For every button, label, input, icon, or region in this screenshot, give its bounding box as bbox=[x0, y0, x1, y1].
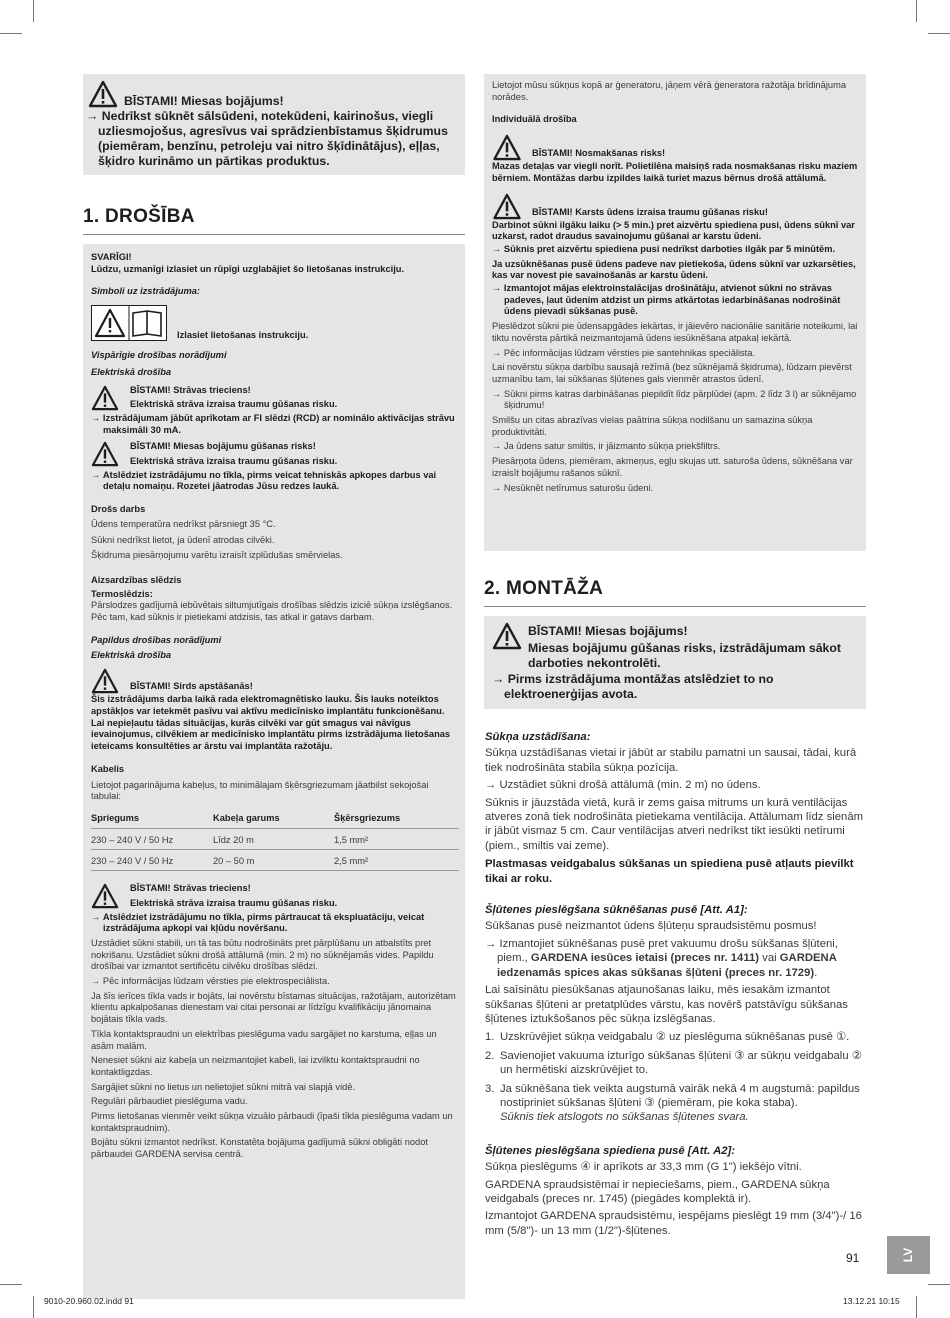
crop-mark bbox=[916, 1296, 917, 1318]
warning-icon bbox=[91, 668, 119, 694]
closed-pressure-note: Sūknis pret aizvērtu spiediena pusi nedrīkst darboties ilgāk par 5 minūtēm. bbox=[503, 243, 836, 254]
date-info: 13.12.21 10:15 bbox=[843, 1296, 900, 1306]
crop-mark bbox=[928, 1284, 950, 1285]
safety-continued-box bbox=[484, 74, 866, 551]
arrow-icon bbox=[492, 672, 508, 686]
suction-hose-note: Izmantojiet sūknēšanas pusē pret vakuumu drošu sūkšanas šļūteni, piem., GARDENA iesūces ietaisi (preces nr. 1411) vai GARDENA iedzenamās spices akas sūkšanas šļūteni (preces nr. 1729). bbox=[497, 937, 838, 979]
table-header: Spriegums bbox=[91, 813, 140, 824]
crop-mark bbox=[928, 33, 950, 34]
arrow-icon bbox=[492, 389, 504, 399]
top-warning-box bbox=[83, 74, 465, 175]
warning-text: Elektriskā strāva izraisa traumu gūšanas risku. bbox=[130, 897, 338, 908]
language-tab bbox=[887, 1236, 930, 1274]
suction-hose-text2: Lai saīsinātu piesūkšanas atjaunošanas laiku, mēs iesakām izmantot sūkšanas šļūteni ar pretatplūdes vārstu, kas novērš patstāvīgu sūkšanas šļūtenes iztukšošanos pēc sūkņa izslēgšanas. bbox=[485, 984, 848, 1025]
dirty-text: Piesārņota ūdens, piemēram, akmeņus, egļu skujas utt. saturoša ūdens, sūknēšana var izraisīt bojājumu rašanos sūknī. bbox=[492, 456, 853, 478]
check-text: Regulāri pārbaudiet pieslēguma vadu. bbox=[91, 1096, 248, 1107]
arrow-icon bbox=[91, 912, 103, 922]
warning-icon bbox=[91, 883, 119, 909]
suction-hose-heading: Šļūtenes pieslēgšana sūknēšanas pusē [Att. A1]: bbox=[485, 904, 748, 917]
right-column bbox=[484, 74, 866, 1238]
warning-icon bbox=[492, 622, 522, 650]
electric-heading: Elektriskā drošība bbox=[91, 650, 172, 661]
cable-heading: Kabelis bbox=[91, 764, 125, 774]
file-info: 9010-20.960.02.indd 91 bbox=[44, 1296, 134, 1306]
safe-work-line: Sūkni nedrīkst lietot, ja ūdenī atrodas cilvēki. bbox=[91, 534, 275, 545]
arrow-icon bbox=[492, 483, 504, 493]
generator-text: Lietojot mūsu sūkņus kopā ar ģeneratoru, jāņem vērā ģeneratora ražotāja brīdinājuma norādes. bbox=[492, 80, 847, 102]
sun-text: Sargājiet sūkni no lietus un nelietojiet sūkni mitrā vai slapjā vidē. bbox=[91, 1081, 356, 1092]
section-title: 1. DROŠĪBA bbox=[83, 206, 195, 227]
table-row bbox=[91, 850, 459, 871]
warning-icon bbox=[492, 134, 522, 161]
sanitary-text: Pieslēdzot sūkni pie ūdensapgādes iekārtas, ir jāievēro nacionālie sanitārie noteikumi, lai tiktu novērsta pārtikā neizmantojamā ūdens iesūknēšana atpakaļ iekārtā. bbox=[492, 321, 858, 343]
list-item: 1. Uzskrūvējiet sūkņa veidgabalu ② uz pieslēguma sūknēšanas pusē ①. bbox=[485, 1031, 850, 1044]
mount-note: Pirms izstrādājuma montāžas atslēdziet to no elektroenerģijas avota. bbox=[504, 672, 774, 701]
safe-work-heading: Drošs darbs bbox=[91, 504, 146, 515]
plastic-text: Plastmasas veidgabalus sūkšanas un spiediena pusē atļauts pievilkt tikai ar roku. bbox=[485, 858, 854, 885]
table-cell: 20 – 50 m bbox=[213, 856, 255, 867]
arrow-icon bbox=[91, 976, 103, 986]
table-cell: Līdz 20 m bbox=[213, 835, 254, 846]
dirty-note: Nesūknēt netīrumus saturošu ūdeni. bbox=[503, 482, 654, 493]
suffocation-text: Mazas detaļas var viegli norīt. Polietilēna maisiņš rada nosmakšanas risku maziem bērniem. Montāžas darbu izpildes laikā turiet mazus bērnus drošā attālumā. bbox=[492, 161, 858, 183]
crop-mark bbox=[0, 1284, 22, 1285]
cable-box bbox=[83, 754, 465, 1299]
table-cell: 230 – 240 V / 50 Hz bbox=[91, 835, 174, 846]
thermo-heading: Termoslēdzis: bbox=[91, 588, 153, 599]
table-header: Šķērsgriezums bbox=[334, 813, 401, 824]
safe-work-line: Ūdens temperatūra nedrīkst pārsniegt 35 °C. bbox=[91, 518, 276, 529]
safety-box bbox=[83, 244, 465, 754]
pump-setup-note: Uzstādiet sūkni drošā attālumā (min. 2 m) no ūdens. bbox=[499, 779, 761, 792]
arrow-icon bbox=[86, 109, 102, 123]
plugs-text: Tīkla kontaktspraudni un elektrības pieslēguma vadu sargājiet no karstuma, eļļas un asām malām. bbox=[91, 1028, 437, 1051]
disconnect-note: Atslēdziet izstrādājumu no tīkla, pirms pārtraucat tā ekspluatāciju, veicat izstrādājuma apkopi vai kļūdu novēršanu. bbox=[102, 911, 425, 934]
arrow-icon bbox=[485, 938, 499, 950]
arrow-icon bbox=[492, 283, 504, 293]
warning-text: Elektriskā strāva izraisa traumu gūšanas risku. bbox=[130, 399, 338, 410]
warning-icon bbox=[88, 80, 118, 108]
additional-heading: Papildus drošības norādījumi bbox=[91, 634, 222, 645]
fill-note: Sūkni pirms katras darbināšanas piepildīt līdz pārplūdei (apm. 2 līdz 3 l) ar sūknējamo šķidrumu! bbox=[503, 388, 857, 411]
gardena-text: GARDENA spraudsistēmai ir nepieciešams, piem., GARDENA sūkņa veidgabals (preces nr. 1745) (piegādes komplektā ir). bbox=[485, 1178, 830, 1205]
table-cell: 1,5 mm² bbox=[334, 835, 369, 846]
disconnect-note: Atslēdziet izstrādājumu no tīkla, pirms veicat tehniskās apkopes darbus vai detaļu nomaiņu. Rozetei jāatrodas Jūsu redzes laukā. bbox=[102, 469, 437, 492]
arrow-icon bbox=[492, 244, 504, 254]
warning-text: Nedrīkst sūknēt sālsūdeni, notekūdeni, kairinošus, viegli uzliesmojošus, agresīvus vai sprādzienbīstamus šķidrumus (piemēram, benzīnu, petroleju vai nitro šķīdinātājus), eļļas, šķidro kurināmo un pārtikas produktus. bbox=[98, 109, 448, 168]
damaged-text: Bojātu sūkni izmantot nedrīkst. Konstatēta bojājuma gadījumā sūkni obligāti nodot pārbaudei GARDENA servisa centrā. bbox=[91, 1137, 428, 1160]
list-item: 3. Ja sūknēšana tiek veikta augstumā vairāk nekā 4 m augstumā: papildus nostipriniet sūkšanas šļūteni ③ (piemēram, pie koka staba). Sūknis tiek atslogots no sūkšanas šļūtenes svara. bbox=[485, 1082, 860, 1124]
arrow-icon bbox=[492, 348, 504, 358]
crop-mark bbox=[0, 33, 22, 34]
warning-title: BĪSTAMI! Strāvas trieciens! bbox=[130, 384, 251, 395]
pump-stability-text: Uzstādiet sūkni stabili, un tā tas būtu nodrošināts pret pārplūšanu un atbalstīts pret nokrišanu. Uzstādiet sūkni drošā attālumā (min. 2 m) no sūknējamās vides. Papildu drošībai var izmantot sertificētu cilvēku drošības slēdzi. bbox=[91, 937, 434, 972]
cable-damage-text: Ja šīs ierīces tīkla vads ir bojāts, lai novērstu bīstamas situācijas, ražotājam, autorizētam klientu apkalpošanas dienestam vai citai personai ar līdzīgu kvalifikāciju jānomaina bojātais tīkla vads. bbox=[91, 990, 456, 1025]
language-tab-label: LV bbox=[901, 1247, 916, 1263]
page-number: 91 bbox=[846, 1251, 860, 1265]
table-cell: 230 – 240 V / 50 Hz bbox=[91, 856, 174, 867]
hot-water-text: Darbinot sūkni ilgāku laiku (> 5 min.) pret aizvērtu spiediena pusi, ūdens sūknī var uzkarst, radot draudus savainojumu gūšanai ar karstu ūdeni. bbox=[492, 219, 855, 242]
arrow-icon bbox=[91, 470, 103, 480]
warning-title: BĪSTAMI! Miesas bojājumu gūšanas risks! bbox=[130, 441, 316, 452]
pump-setup-heading: Sūkņa uzstādīšana: bbox=[485, 731, 591, 743]
protection-heading: Aizsardzības slēdzis bbox=[91, 574, 182, 585]
warning-title: BĪSTAMI! Strāvas trieciens! bbox=[130, 883, 251, 894]
sanitary-note: Pēc informācijas lūdzam vērsties pie santehnikas speciālista. bbox=[503, 347, 756, 358]
pressure-hose-heading: Šļūtenes pieslēgšana spiediena pusē [Att. A2]: bbox=[485, 1144, 736, 1157]
section-title: 2. MONTĀŽA bbox=[484, 578, 604, 599]
pressure-hose-text: Sūkņa pieslēgums ④ ir aprīkots ar 33,3 mm (G 1") iekšējo vītni. bbox=[485, 1161, 802, 1174]
table-header: Kabeļa garums bbox=[213, 813, 280, 824]
list-item: 2. Savienojiet vakuuma izturīgo sūkšanas šļūteni ③ ar sūkņu veidgabalu ② un hermētiski aizskrūvējiet to. bbox=[485, 1049, 862, 1077]
individual-heading: Individuālā drošība bbox=[492, 114, 577, 125]
crop-mark bbox=[916, 0, 917, 22]
heart-text: Šis izstrādājums darba laikā rada elektromagnētisko lauku. Šis lauks noteiktos apstākļos var ietekmēt pasīvu vai aktīvu medicīnisko implantātu funkcionēšanu. Lai nepieļautu tādas situācijas, kurās cilvēki var gūt smagus vai nāvīgus ievainojumus, cilvēkiem ar medicīnisko implantātu pirms izstrādājuma lietošanas ieteicams konsultēties ar ārstu vai implantāta ražotāju. bbox=[91, 694, 451, 751]
dry-run-text: Lai novērstu sūkņa darbību sausajā režīmā (bez sūknējamā šķidruma), lūdzam pievērst uzmanību tam, lai sūkšanas šļūtenes gals vienmēr atrastos ūdenī. bbox=[492, 362, 852, 384]
left-column bbox=[83, 74, 465, 1299]
warning-icon bbox=[91, 441, 119, 467]
table-cell: 2,5 mm² bbox=[334, 856, 369, 867]
general-heading: Vispārīgie drošības norādījumi bbox=[91, 350, 227, 361]
suction-water-text: Ja uzsūknēšanas pusē ūdens padeve nav pietiekoša, ūdens sūknī var uzkarsēties, kas var novest pie savainošanās ar karstu ūdeni. bbox=[492, 258, 856, 281]
humidity-text: Sūknis ir jāuzstāda vietā, kurā ir zems gaisa mitrums un kurā ventilācijas atveres zonā tiek nodrošināta pietiekama ventilācija. Attālumam līdz sienām ir jābūt vismaz 5 cm. Caur ventilācijas atveri nedrīkst tikt iesūkti netīrumi (piem., smiltis vai zeme). bbox=[485, 796, 864, 852]
sand-note: Ja ūdens satur smiltis, ir jāizmanto sūkņa priekšfiltrs. bbox=[503, 441, 721, 452]
safe-work-line: Šķidruma piesārņojumu varētu izraisīt izplūdušas smērvielas. bbox=[91, 550, 343, 561]
warning-title: BĪSTAMI! Sirds apstāšanās! bbox=[130, 681, 253, 692]
warning-text: Elektriskā strāva izraisa traumu gūšanas risku. bbox=[130, 456, 338, 467]
arrow-icon bbox=[485, 779, 499, 791]
important-title: SVARĪGI! bbox=[91, 252, 132, 262]
warning-title: BĪSTAMI! Karsts ūdens izraisa traumu gūšanas risku! bbox=[532, 206, 768, 217]
carry-text: Nenesiet sūkni aiz kabeļa un neizmantojiet kabeli, lai izvilktu kontaktspraudni no kontaktligzdas. bbox=[91, 1055, 420, 1077]
crop-mark bbox=[33, 0, 34, 22]
electrician-note: Pēc informācijas lūdzam vērsties pie elektrospeciālista. bbox=[102, 976, 330, 987]
thermo-text: Pārslodzes gadījumā iebūvētais siltumjutīgais drošības slēdzis iziciē sūkņa izslēgšanos. Pēc tam, kad sūknis ir pietiekami atdzisis, tas atkal ir gatavs darbam. bbox=[91, 600, 453, 623]
symbol-warning-manual-icon bbox=[91, 305, 167, 341]
warning-icon bbox=[492, 193, 522, 220]
domestic-note: Izmantojot mājas elektroinstalācijas drošinātāju, atvienot sūkni no strāvas padeves, ļaut ūdenim atdzist un pirms atkārtotas iedarbināšanas nodrošināt ūdens pievadi sūkšanas pusē. bbox=[503, 283, 841, 317]
electric-heading: Elektriskā drošība bbox=[91, 366, 172, 377]
divider bbox=[83, 234, 465, 235]
arrow-icon bbox=[91, 413, 103, 423]
arrow-icon bbox=[492, 441, 504, 451]
cable-table bbox=[91, 813, 459, 871]
mount-warning-box bbox=[484, 616, 866, 709]
gardena-text2: Izmantojot GARDENA spraudsistēmu, iespējams pieslēgt 19 mm (3/4")-/ 16 mm (5/8")- un 13 mm (1/2")-šļūtenes. bbox=[485, 1210, 862, 1237]
warning-title: BĪSTAMI! Miesas bojājums! bbox=[124, 94, 284, 108]
warning-icon bbox=[91, 385, 119, 411]
cable-text: Lietojot pagarinājumа kabeļus, to minimālajam šķērsgriezumam jāatbilst sekojošai tabulai: bbox=[91, 779, 429, 802]
pump-setup-text: Sūkņa uzstādīšanas vietai ir jābūt ar stabilu pamatni un sausai, tādai, kurā tiek nodrošināta stabila sūkņa pozīcija. bbox=[485, 747, 857, 774]
sand-text: Smilšu un citas abrazīvas vielas paātrina sūkņa nodilšanu un samazina sūkņa produktivitāti. bbox=[492, 415, 813, 437]
warning-text: Miesas bojājumu gūšanas risks, izstrādājumam sākot darboties nekontrolēti. bbox=[528, 641, 842, 670]
symbols-caption: Izlasiet lietošanas instrukciju. bbox=[177, 330, 309, 341]
visual-check-text: Pirms lietošanas vienmēr veikt sūkņa vizuālo pārbaudi (īpaši tīkla pieslēguma vadam un kontaktspraudnim). bbox=[91, 1111, 453, 1133]
divider bbox=[484, 606, 866, 607]
warning-title: BĪSTAMI! Miesas bojājums! bbox=[528, 624, 688, 638]
rcd-note: Izstrādājumam jābūt aprīkotam ar FI slēdzi (RCD) ar nominālo aktivācijas strāvu maksimāli 30 mA. bbox=[102, 412, 455, 435]
suction-hose-text: Sūkšanas pusē neizmantot ūdens šļūteņu spraudsistēmu posmus! bbox=[485, 920, 817, 933]
warning-title: BĪSTAMI! Nosmakšanas risks! bbox=[532, 148, 666, 159]
table-row bbox=[91, 829, 459, 850]
important-text: Lūdzu, uzmanīgi izlasiet un rūpīgi uzglabājiet šo lietošanas instrukciju. bbox=[91, 263, 405, 274]
crop-mark bbox=[33, 1296, 34, 1318]
symbols-heading: Simboli uz izstrādājuma: bbox=[91, 286, 200, 297]
